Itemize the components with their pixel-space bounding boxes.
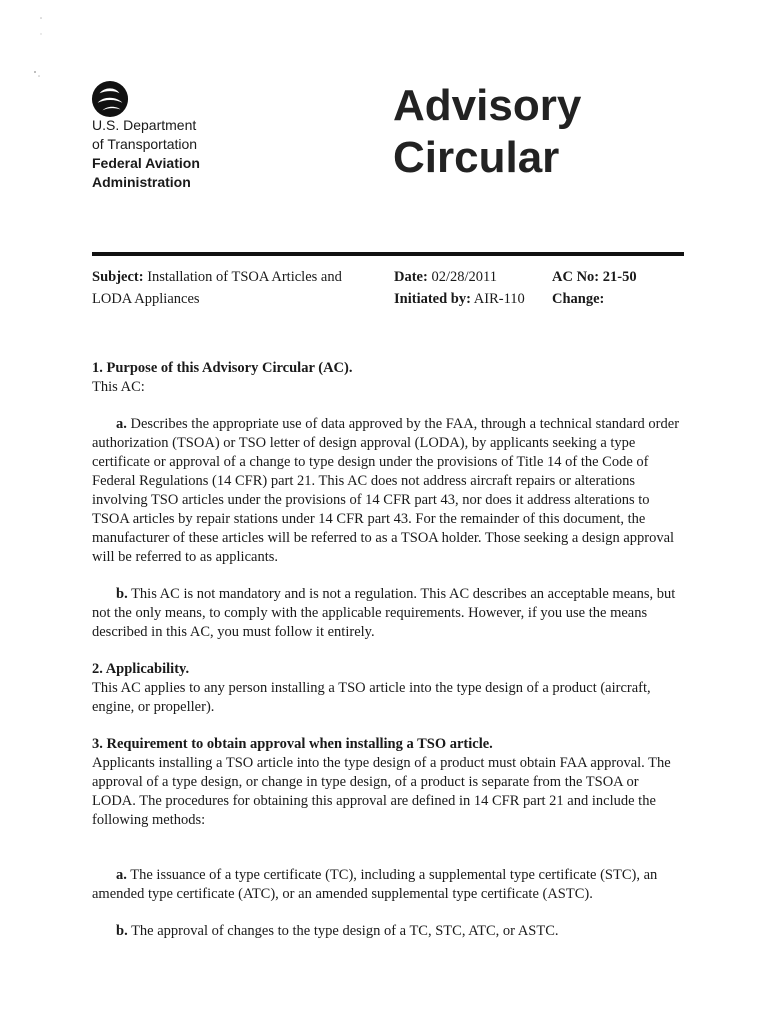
paragraph-letter: b. — [116, 923, 128, 939]
section-3a-paragraph — [92, 866, 684, 904]
initiated-value: AIR-110 — [473, 291, 525, 307]
subject-value: Installation of TSOA Articles and LODA Appliances — [92, 269, 342, 307]
ac-number-value: 21-50 — [602, 269, 637, 285]
agency-line: U.S. Department — [92, 117, 197, 133]
date-value: 02/28/2011 — [431, 269, 497, 285]
paragraph-letter: b. — [116, 586, 128, 602]
date-block — [394, 266, 525, 310]
paragraph-text: The approval of changes to the type design of a TC, STC, ATC, or ASTC. — [131, 923, 559, 939]
scan-artifact — [30, 14, 46, 84]
document-title — [393, 80, 581, 184]
section-1-intro: This AC: — [92, 379, 145, 395]
change-row — [552, 288, 637, 310]
section-3b-paragraph — [92, 922, 684, 941]
section-2-paragraph: This AC applies to any person installing a TSO article into the type design of a product (aircraft, engine, or propeller). — [92, 680, 651, 715]
paragraph-text: The issuance of a type certificate (TC), including a supplemental type certificate (STC), an amended type certificate (ATC), or an amended supplemental type certificate (ASTC). — [92, 867, 658, 902]
title-line: Circular — [393, 133, 560, 182]
section-1b-paragraph — [92, 585, 684, 642]
subject-label: Subject: — [92, 269, 144, 285]
document-body — [92, 359, 684, 941]
title-line: Advisory — [393, 81, 582, 130]
paragraph-letter: a. — [116, 416, 127, 432]
section-1a-paragraph — [92, 415, 684, 567]
section-3-heading: 3. Requirement to obtain approval when installing a TSO article. — [92, 736, 493, 752]
agency-name — [92, 116, 200, 192]
paragraph-text: Describes the appropriate use of data approved by the FAA, through a technical standard order authorization (TSOA) or TSO letter of design approval (LODA), by applicants seeking a type certificate or approval of a change to type design under the provisions of Title 14 of the Code of Federal Regulations (14 CFR) part 21. This AC does not address aircraft repairs or alterations involving TSO articles under the provisions of 14 CFR part 43, nor does it address alterations to TSOA articles by repair stations under 14 CFR part 43. For the remainder of this document, the manufacturer of these articles will be referred to as a TSOA holder. Those seeking a design approval will be referred to as applicants. — [92, 416, 680, 565]
dot-logo-icon — [91, 80, 129, 118]
section-3-paragraph: Applicants installing a TSO article into the type design of a product must obtain FAA approval. The approval of a type design, or change in type design, of a product is separate from the TSOA or LODA. The procedures for obtaining this approval are defined in 14 CFR part 21 and include the following methods: — [92, 755, 671, 828]
initiated-label: Initiated by: — [394, 291, 471, 307]
subject-block — [92, 266, 382, 310]
agency-line: Federal Aviation — [92, 155, 200, 171]
agency-line: Administration — [92, 174, 191, 190]
ac-number-label: AC No: — [552, 269, 600, 285]
date-row — [394, 266, 525, 288]
header-divider — [92, 252, 684, 256]
paragraph-letter: a. — [116, 867, 127, 883]
ac-number-row — [552, 266, 637, 288]
initiated-row — [394, 288, 525, 310]
section-1-heading: 1. Purpose of this Advisory Circular (AC). — [92, 360, 353, 376]
agency-line: of Transportation — [92, 136, 198, 152]
change-label: Change: — [552, 291, 605, 307]
ac-number-block — [552, 266, 637, 310]
date-label: Date: — [394, 269, 428, 285]
paragraph-text: This AC is not mandatory and is not a regulation. This AC describes an acceptable means, but not the only means, to comply with the applicable requirements. However, if you use the means described in this AC, you must follow it entirely. — [92, 586, 676, 640]
section-2-heading: 2. Applicability. — [92, 661, 190, 677]
